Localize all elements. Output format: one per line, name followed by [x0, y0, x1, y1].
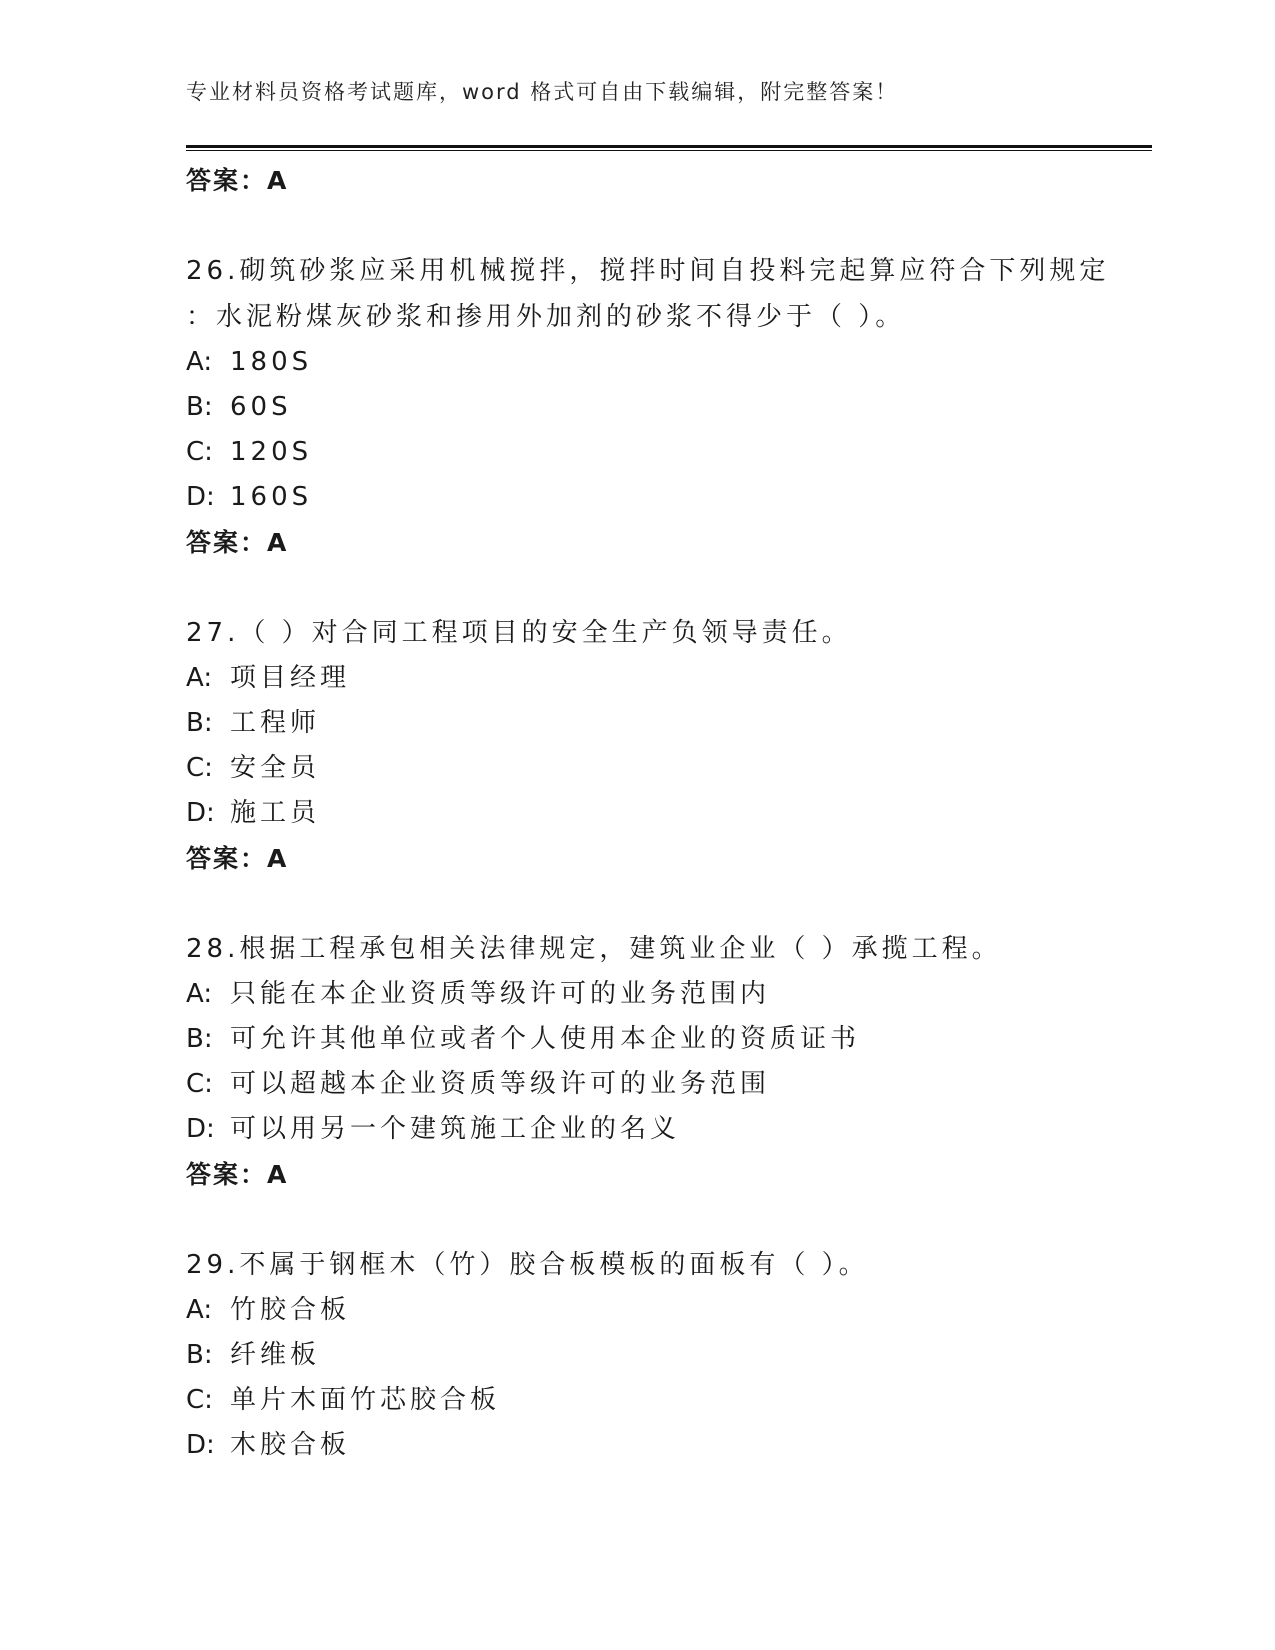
option-key: D: — [186, 1430, 215, 1460]
option-key: A: — [186, 663, 213, 693]
question-text: 27.（ ）对合同工程项目的安全生产负领导责任。 — [186, 618, 852, 648]
option-b — [186, 1017, 1152, 1062]
option-text: 只能在本企业资质等级许可的业务范围内 — [230, 979, 771, 1009]
option-text: 单片木面竹芯胶合板 — [230, 1385, 501, 1415]
spacer — [186, 203, 1152, 248]
option-key: C: — [186, 437, 213, 467]
option-text: 可允许其他单位或者个人使用本企业的资质证书 — [230, 1024, 861, 1054]
option-text: 可以超越本企业资质等级许可的业务范围 — [230, 1069, 771, 1099]
option-a — [186, 1288, 1152, 1333]
question-27 — [186, 610, 1152, 881]
question-28 — [186, 926, 1152, 1197]
option-text: 可以用另一个建筑施工企业的名义 — [230, 1114, 681, 1144]
answer-line: 答案：A — [186, 166, 289, 195]
question-text: 26.砌筑砂浆应采用机械搅拌，搅拌时间自投料完起算应符合下列规定 — [186, 256, 1110, 286]
option-text: 160S — [230, 482, 313, 512]
option-key: A: — [186, 1295, 213, 1325]
option-d — [186, 475, 1152, 520]
option-key: B: — [186, 708, 213, 738]
option-text: 180S — [230, 347, 313, 377]
option-key: C: — [186, 1385, 213, 1415]
option-b — [186, 701, 1152, 746]
option-key: C: — [186, 753, 213, 783]
spacer — [186, 881, 1152, 926]
spacer — [186, 565, 1152, 610]
option-text: 纤维板 — [230, 1340, 321, 1370]
option-b — [186, 385, 1152, 430]
option-key: D: — [186, 1114, 215, 1144]
option-text: 竹胶合板 — [230, 1295, 351, 1325]
question-29 — [186, 1242, 1152, 1468]
option-key: C: — [186, 1069, 213, 1099]
option-key: A: — [186, 347, 213, 377]
question-text: ：水泥粉煤灰砂浆和掺用外加剂的砂浆不得少于（ ）。 — [186, 302, 906, 332]
option-d — [186, 1107, 1152, 1152]
option-text: 安全员 — [230, 753, 321, 783]
question-text: 28.根据工程承包相关法律规定，建筑业企业（ ）承揽工程。 — [186, 934, 1002, 964]
option-text: 工程师 — [230, 708, 321, 738]
option-key: B: — [186, 1024, 213, 1054]
option-text: 项目经理 — [230, 663, 351, 693]
header-rule-thin — [186, 150, 1152, 151]
option-key: B: — [186, 392, 213, 422]
option-d — [186, 791, 1152, 836]
option-text: 60S — [230, 392, 292, 422]
option-text: 120S — [230, 437, 313, 467]
answer-line: 答案：A — [186, 1160, 289, 1189]
option-c — [186, 430, 1152, 475]
option-c — [186, 746, 1152, 791]
option-c — [186, 1062, 1152, 1107]
option-key: B: — [186, 1340, 213, 1370]
option-key: A: — [186, 979, 213, 1009]
header-rule-thick — [186, 145, 1152, 148]
question-text: 29.不属于钢框木（竹）胶合板模板的面板有（ ）。 — [186, 1250, 869, 1280]
question-list — [186, 158, 1152, 1468]
answer-line: 答案：A — [186, 528, 289, 557]
option-d — [186, 1423, 1152, 1468]
option-a — [186, 656, 1152, 701]
option-text: 木胶合板 — [230, 1430, 351, 1460]
question-26 — [186, 248, 1152, 565]
page-header: 专业材料员资格考试题库，word 格式可自由下载编辑，附完整答案！ — [186, 80, 899, 104]
option-b — [186, 1333, 1152, 1378]
option-key: D: — [186, 798, 215, 828]
option-c — [186, 1378, 1152, 1423]
spacer — [186, 1197, 1152, 1242]
option-text: 施工员 — [230, 798, 321, 828]
option-a — [186, 340, 1152, 385]
answer-line: 答案：A — [186, 844, 289, 873]
option-a — [186, 972, 1152, 1017]
option-key: D: — [186, 482, 215, 512]
